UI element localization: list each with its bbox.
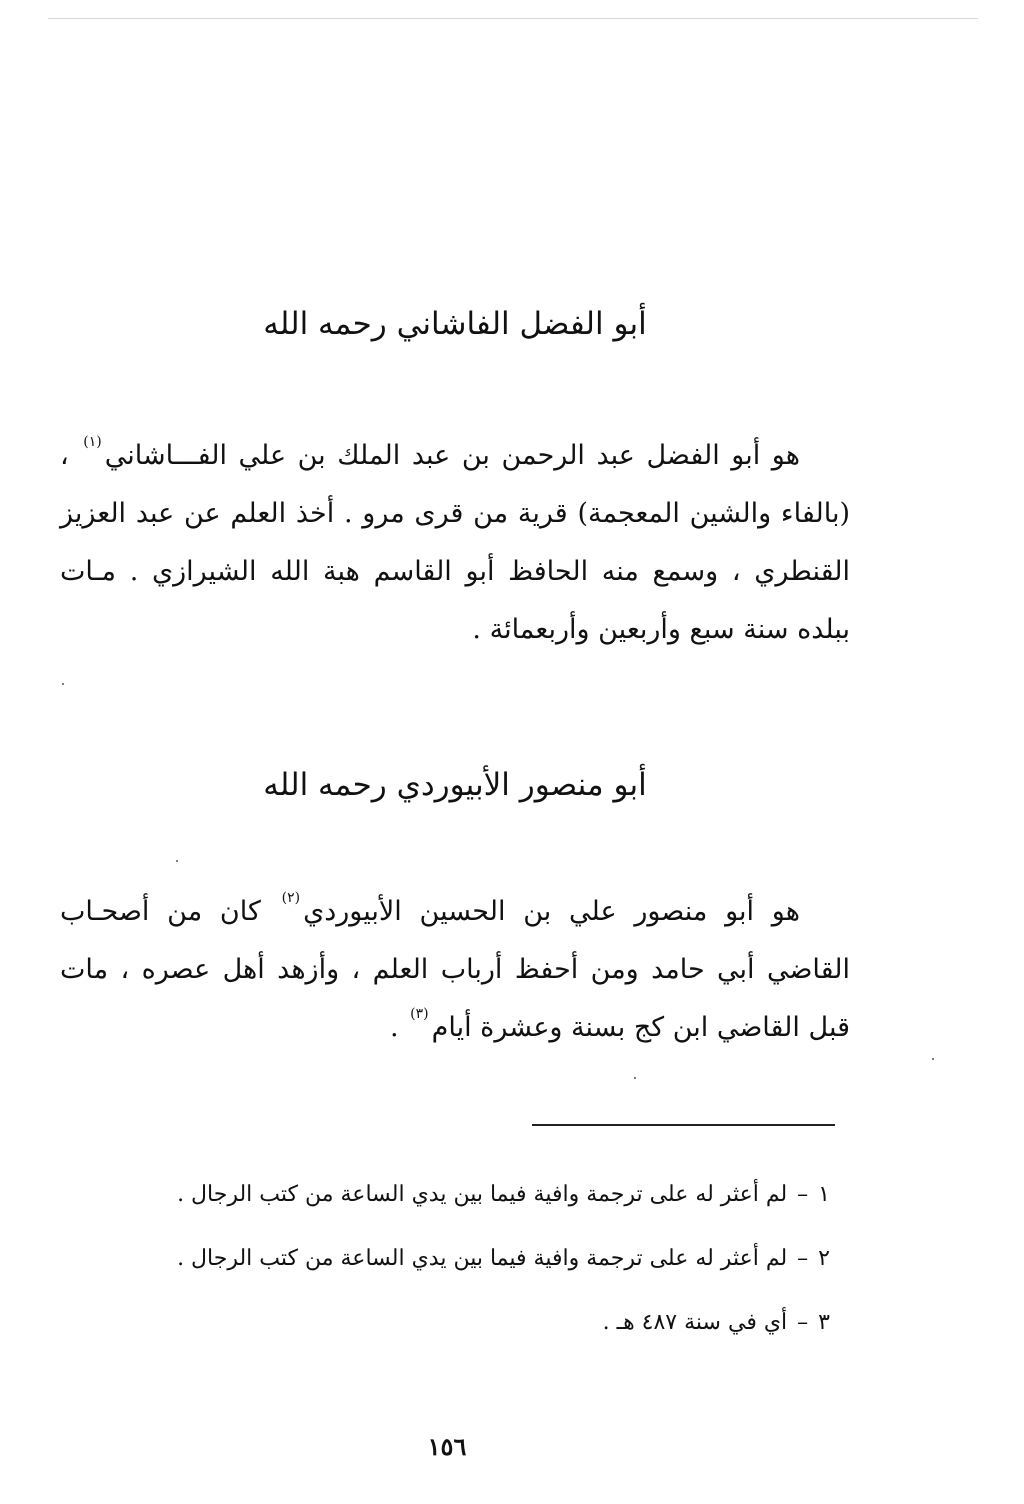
scan-speck (62, 683, 64, 685)
paragraph-2-line-2: القاضي أبي حامد ومن أحفظ أرباب العلم ، وأزهد أهل عصره ، مات (60, 954, 850, 985)
paragraph-1 (60, 427, 850, 659)
footnote-3 (60, 1291, 830, 1355)
footnote-2 (60, 1227, 830, 1291)
footnotes (60, 1163, 830, 1355)
paragraph-1-line-4: ببلده سنة سبع وأربعين وأربعمائة . (472, 614, 850, 645)
paragraph-2-line-3-tail: . (389, 1012, 399, 1043)
paragraph-2-line-1-tail: كان من أصحـاب (60, 896, 261, 927)
footnote-2-dash: – (797, 1246, 809, 1271)
paragraph-1-line-2: (بالفاء والشين المعجمة) قرية من قرى مرو . أخذ العلم عن عبد العزيز (60, 498, 850, 529)
paragraph-2-line-1 (60, 883, 850, 941)
footnote-3-number: ٣ (818, 1310, 830, 1335)
footnote-marker-1: (١) (83, 434, 102, 450)
scan-speck (932, 1058, 934, 1060)
footnote-1-text: لم أعثر له على ترجمة وافية فيما بين يدي الساعة من كتب الرجال . (177, 1182, 788, 1207)
footnote-separator (532, 1124, 835, 1126)
paragraph-2 (60, 883, 850, 1057)
footnote-2-text: لم أعثر له على ترجمة وافية فيما بين يدي الساعة من كتب الرجال . (177, 1246, 788, 1271)
footnote-3-dash: – (797, 1310, 809, 1335)
paragraph-2-line-1-text: هو أبو منصور علي بن الحسين الأبيوردي (303, 896, 800, 927)
footnote-1-dash: – (797, 1182, 809, 1207)
footnote-1 (60, 1163, 830, 1227)
paragraph-1-line-1-text: هو أبو الفضل عبد الرحمن بن عبد الملك بن علي الفـــاشاني (104, 440, 800, 471)
paragraph-2-line-3-text: قبل القاضي ابن كج بسنة وعشرة أيام (431, 1012, 850, 1043)
scan-speck (634, 1077, 636, 1079)
paragraph-1-line-1 (60, 427, 850, 485)
footnote-1-number: ١ (818, 1182, 830, 1207)
paragraph-1-line-1-tail: ، (60, 440, 69, 471)
paragraph-1-line-3: القنطري ، وسمع منه الحافظ أبو القاسم هبة الله الشيرازي . مـات (60, 556, 850, 587)
paragraph-2-line-3 (60, 999, 850, 1057)
page-number: ١٥٦ (427, 1432, 467, 1461)
footnote-2-number: ٢ (818, 1246, 830, 1271)
scan-speck (176, 860, 178, 862)
footnote-marker-2: (٢) (281, 890, 301, 906)
section-title-2: أبو منصور الأبيوردي رحمه الله (263, 767, 647, 803)
section-title-1: أبو الفضل الفاشاني رحمه الله (263, 306, 647, 342)
footnote-marker-3: (٣) (410, 1006, 429, 1022)
footnote-3-text: أي في سنة ٤٨٧ هـ . (602, 1310, 788, 1335)
